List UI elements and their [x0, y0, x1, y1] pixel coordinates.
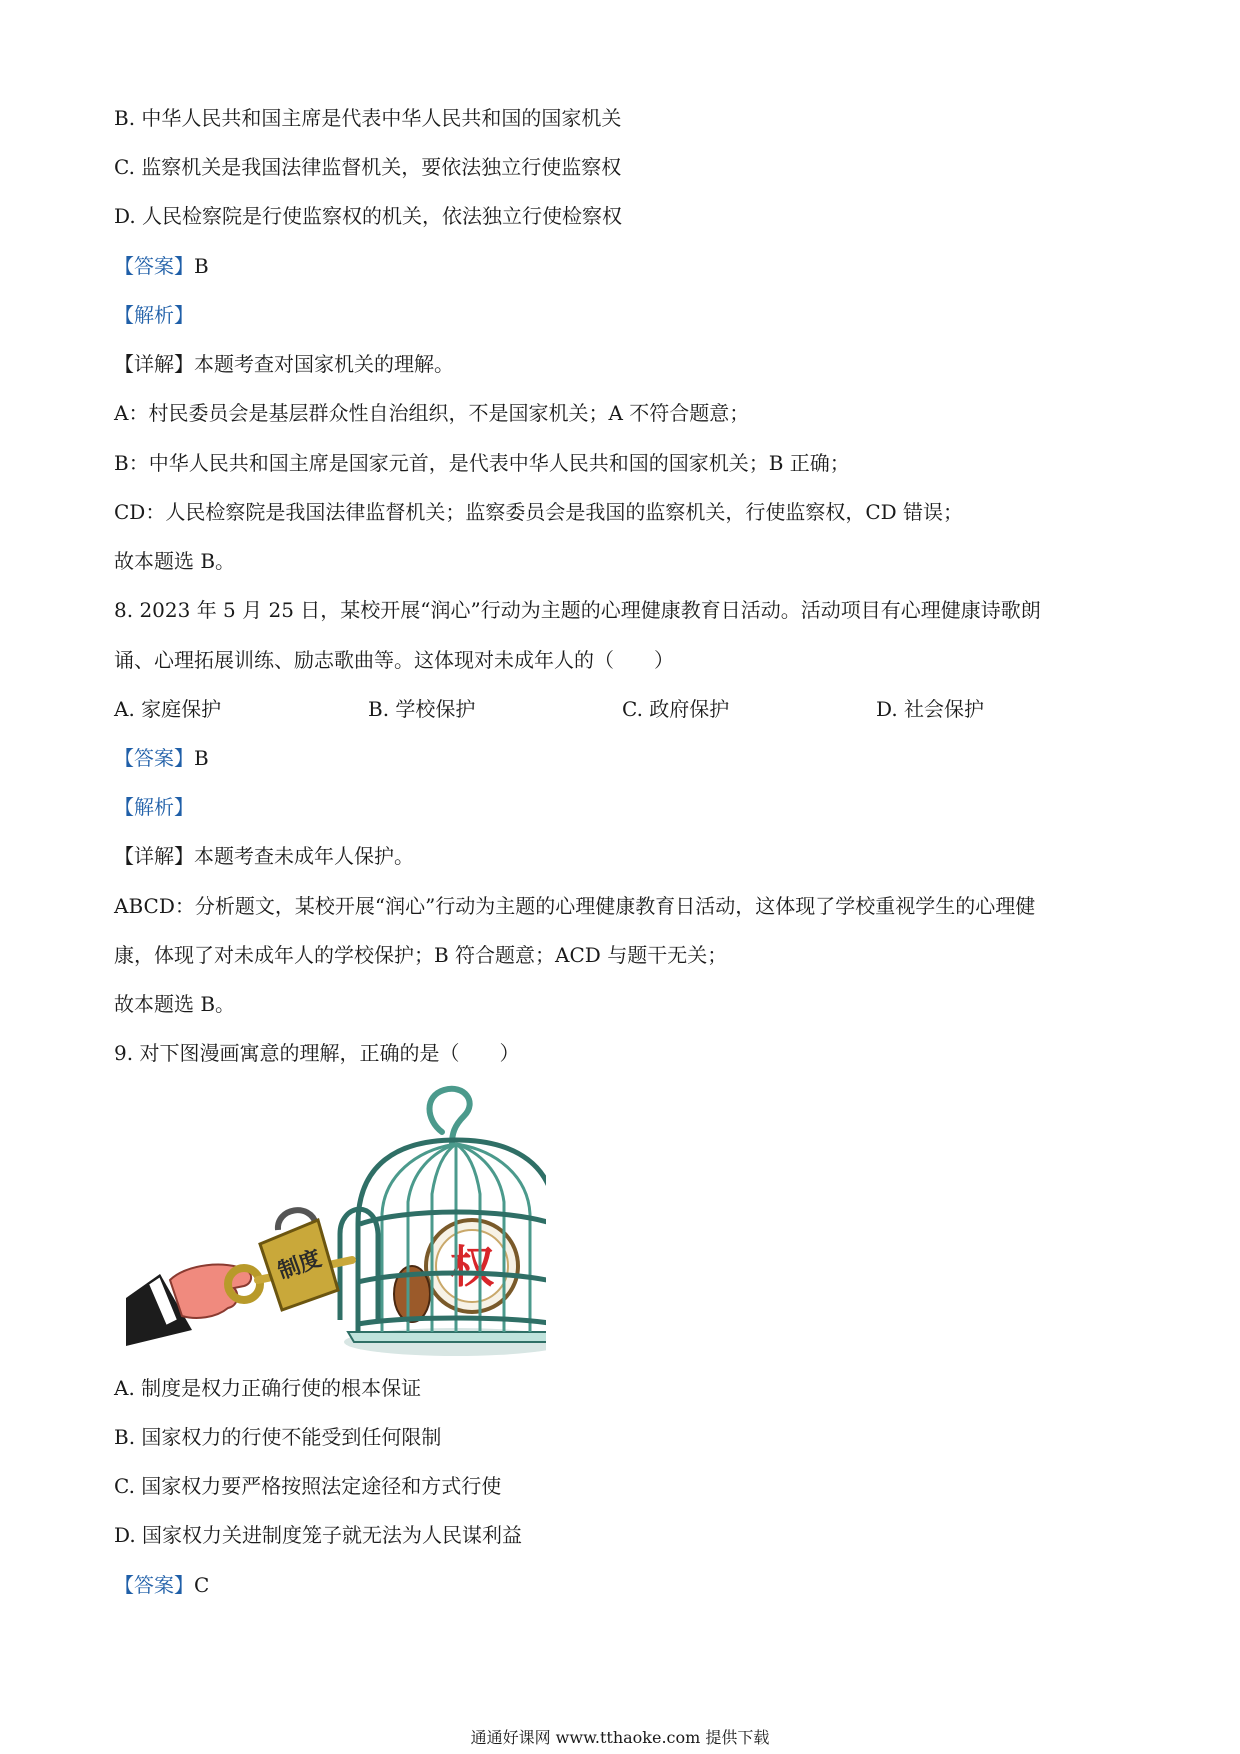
footer-watermark: 通通好课网 www.tthaoke.com 提供下载 [470, 1728, 770, 1747]
answer-value: B [194, 254, 209, 278]
cage-base [348, 1332, 546, 1342]
q7-option-c: C. 监察机关是我国法律监督机关，要依法独立行使监察权 [114, 155, 622, 179]
q8-option-d: D. 社会保护 [876, 697, 985, 721]
answer-value: C [194, 1573, 210, 1597]
q8-answer [114, 744, 209, 772]
q8-explain-line: 康，体现了对未成年人的学校保护；B 符合题意；ACD 与题干无关； [114, 943, 728, 967]
q8-option-a: A. 家庭保护 [114, 697, 222, 721]
q9-option-b: B. 国家权力的行使不能受到任何限制 [114, 1425, 442, 1449]
q8-detail: 【详解】本题考查未成年人保护。 [114, 844, 414, 868]
answer-value: B [194, 746, 209, 770]
q8-explain-line: ABCD：分析题文，某校开展“润心”行动为主题的心理健康教育日活动，这体现了学校重视学生的心理健 [114, 894, 1036, 918]
q9-option-c: C. 国家权力要严格按照法定途径和方式行使 [114, 1474, 502, 1498]
q9-answer [114, 1571, 209, 1599]
q8-conclusion: 故本题选 B。 [114, 992, 236, 1016]
q7-conclusion: 故本题选 B。 [114, 549, 236, 573]
q8-stem-line: 8. 2023 年 5 月 25 日，某校开展“润心”行动为主题的心理健康教育日活动。活动项目有心理健康诗歌朗 [114, 598, 1041, 622]
q8-options [0, 695, 1240, 723]
answer-tag: 【答案】 [114, 254, 194, 278]
q9-option-d: D. 国家权力关进制度笼子就无法为人民谋利益 [114, 1523, 523, 1547]
question-mark-hook [430, 1089, 470, 1144]
q7-explain-line: A：村民委员会是基层群众性自治组织，不是国家机关；A 不符合题意； [114, 401, 750, 425]
answer-tag: 【答案】 [114, 1573, 194, 1597]
q8-option-c: C. 政府保护 [622, 697, 730, 721]
q7-detail: 【详解】本题考查对国家机关的理解。 [114, 352, 454, 376]
q7-explain-line: CD：人民检察院是我国法律监督机关；监察委员会是我国的监察机关，行使监察权，CD 错误； [114, 500, 964, 524]
cartoon-image [126, 1084, 546, 1364]
q8-stem-line: 诵、心理拓展训练、励志歌曲等。这体现对未成年人的（ ） [114, 648, 674, 672]
q8-analysis-tag: 【解析】 [114, 795, 194, 819]
padlock-label: 制度 [274, 1245, 325, 1285]
q7-explain-line: B：中华人民共和国主席是国家元首，是代表中华人民共和国的国家机关；B 正确； [114, 451, 850, 475]
q9-option-a: A. 制度是权力正确行使的根本保证 [114, 1376, 422, 1400]
q9-stem: 9. 对下图漫画寓意的理解，正确的是（ ） [114, 1041, 520, 1065]
q7-answer [114, 252, 209, 280]
q8-option-b: B. 学校保护 [368, 697, 476, 721]
q7-option-d: D. 人民检察院是行使监察权的机关，依法独立行使检察权 [114, 204, 623, 228]
q7-option-b: B. 中华人民共和国主席是代表中华人民共和国的国家机关 [114, 106, 622, 130]
q7-analysis-tag: 【解析】 [114, 303, 194, 327]
answer-tag: 【答案】 [114, 746, 194, 770]
power-character: 权 [450, 1242, 494, 1293]
